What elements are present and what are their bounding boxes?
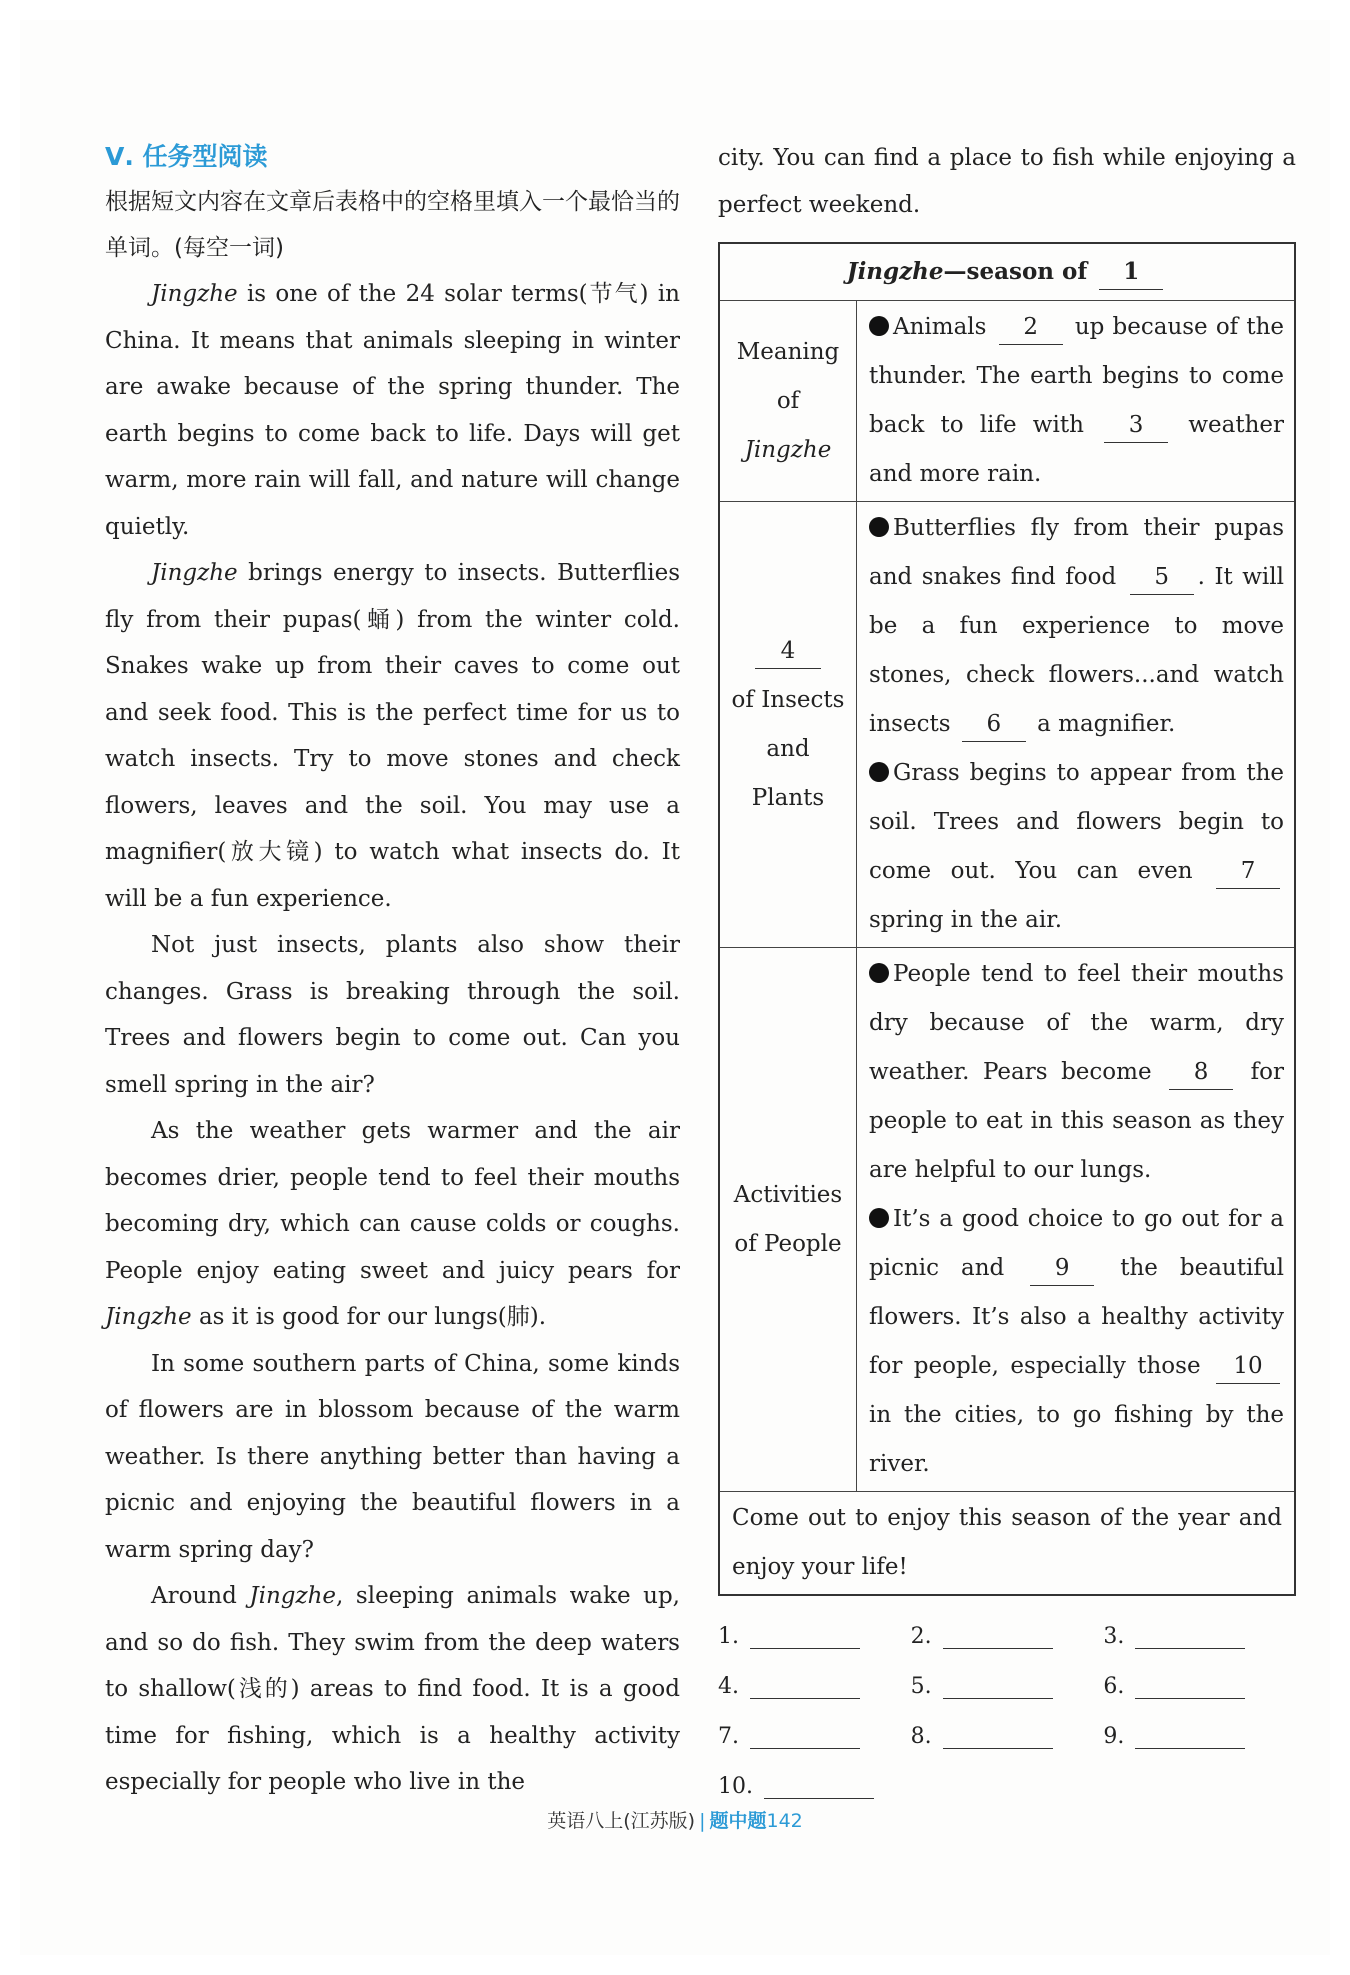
bullet-icon — [869, 963, 889, 983]
bullet-picnic: It’s a good choice to go out for a picnic and 9 the beautiful flowers. It’s also a healthy activity for people, especially those 10 in the cities, to go fishing by the river. — [869, 1206, 1285, 1477]
answer-slot-8[interactable]: 8. — [911, 1722, 1104, 1749]
right-column — [718, 135, 1296, 1810]
row-label-activities: Activities of People — [719, 948, 857, 1492]
bullet-pears: People tend to feel their mouths dry because of the warm, dry weather. Pears become 8 for people to eat in this season as they are helpful to our lungs. — [869, 961, 1284, 1183]
row-content-insects-plants — [857, 502, 1296, 948]
row-content-meaning: Animals 2 up because of the thunder. The earth begins to come back to life with 3 weather and more rain. — [857, 301, 1296, 502]
answer-slot-3[interactable]: 3. — [1103, 1622, 1296, 1649]
page-number: 142 — [766, 1810, 803, 1832]
blank-6: 6 — [962, 707, 1026, 742]
book-title: 英语八上(江苏版) — [547, 1810, 696, 1832]
answer-slot-9[interactable]: 9. — [1103, 1722, 1296, 1749]
passage-paragraph-3: Not just insects, plants also show their changes. Grass is breaking through the soil. Trees and flowers begin to come out. Can you smell spring in the air? — [105, 932, 680, 1098]
blank-5: 5 — [1130, 560, 1194, 595]
blank-1: 1 — [1099, 255, 1163, 290]
row-label-meaning: Meaning of Jingzhe — [719, 301, 857, 502]
passage-paragraph-6-continued: city. You can find a place to fish while enjoying a perfect weekend. — [718, 145, 1296, 218]
bullet-icon — [869, 1208, 889, 1228]
section-title: Ⅴ. 任务型阅读 — [105, 142, 268, 171]
passage-paragraph-6: Around Jingzhe, sleeping animals wake up, and so do fish. They swim from the deep waters to shallow(浅的) areas to find food. It is a good time for fishing, which is a healthy activity especially for people who live in the — [105, 1583, 680, 1795]
bullet-icon — [869, 316, 889, 336]
instruction-text: 根据短文内容在文章后表格中的空格里填入一个最恰当的单词。(每空一词) — [105, 189, 680, 261]
answer-slot-6[interactable]: 6. — [1103, 1672, 1296, 1699]
answer-slot-1[interactable]: 1. — [718, 1622, 911, 1649]
bullet-icon — [869, 517, 889, 537]
page-footer: 英语八上(江苏版) | 题中题142 — [547, 1810, 803, 1832]
answer-slot-10[interactable]: 10. — [718, 1772, 918, 1799]
table-footer: Come out to enjoy this season of the year and enjoy your life! — [719, 1492, 1295, 1596]
table-header: Jingzhe—season of 1 — [719, 243, 1295, 301]
bullet-icon — [869, 762, 889, 782]
blank-9: 9 — [1030, 1251, 1094, 1286]
blank-3: 3 — [1104, 408, 1168, 443]
passage-paragraph-4: As the weather gets warmer and the air becomes drier, people tend to feel their mouths becoming dry, which can cause colds or coughs. People enjoy eating sweet and juicy pears for Jingzhe as it is good for our lungs(肺). — [105, 1118, 680, 1330]
passage-paragraph-2: Jingzhe brings energy to insects. Butterflies fly from their pupas(蛹) from the winter cold. Snakes wake up from their caves to come out and seek food. This is the perfect time for us to watch insects. Try to move stones and check flowers, leaves and the soil. You may use a magnifier(放大镜) to watch what insects do. It will be a fun experience. — [105, 560, 680, 912]
row-content-activities — [857, 948, 1296, 1492]
bullet-butterflies: Butterflies fly from their pupas and snakes find food 5 . It will be a fun experience to move stones, check flowers...and watch insects 6 a magnifier. — [869, 504, 1284, 749]
answer-slot-5[interactable]: 5. — [911, 1672, 1104, 1699]
left-column — [105, 135, 680, 1806]
task-table — [718, 242, 1296, 1596]
bullet-grass: Grass begins to appear from the soil. Trees and flowers begin to come out. You can even 7 spring in the air. — [869, 760, 1284, 933]
answer-area — [718, 1610, 1296, 1810]
blank-4: 4 — [755, 634, 821, 669]
passage-paragraph-1: Jingzhe is one of the 24 solar terms(节气) in China. It means that animals sleeping in winter are awake because of the spring thunder. The earth begins to come back to life. Days will get warm, more rain will fall, and nature will change quietly. — [105, 281, 680, 540]
answer-slot-4[interactable]: 4. — [718, 1672, 911, 1699]
passage-paragraph-5: In some southern parts of China, some kinds of flowers are in blossom because of the warm weather. Is there anything better than having a picnic and enjoying the beautiful flowers in a warm spring day? — [105, 1350, 680, 1563]
answer-slot-2[interactable]: 2. — [911, 1622, 1104, 1649]
blank-7: 7 — [1216, 854, 1280, 889]
textbook-page — [20, 20, 1330, 1955]
blank-8: 8 — [1169, 1055, 1233, 1090]
brand-label: 题中题 — [709, 1810, 767, 1832]
blank-10: 10 — [1216, 1349, 1280, 1384]
row-label-insects-plants: 4 of Insects and Plants — [719, 502, 857, 948]
answer-slot-7[interactable]: 7. — [718, 1722, 911, 1749]
blank-2: 2 — [999, 310, 1063, 345]
